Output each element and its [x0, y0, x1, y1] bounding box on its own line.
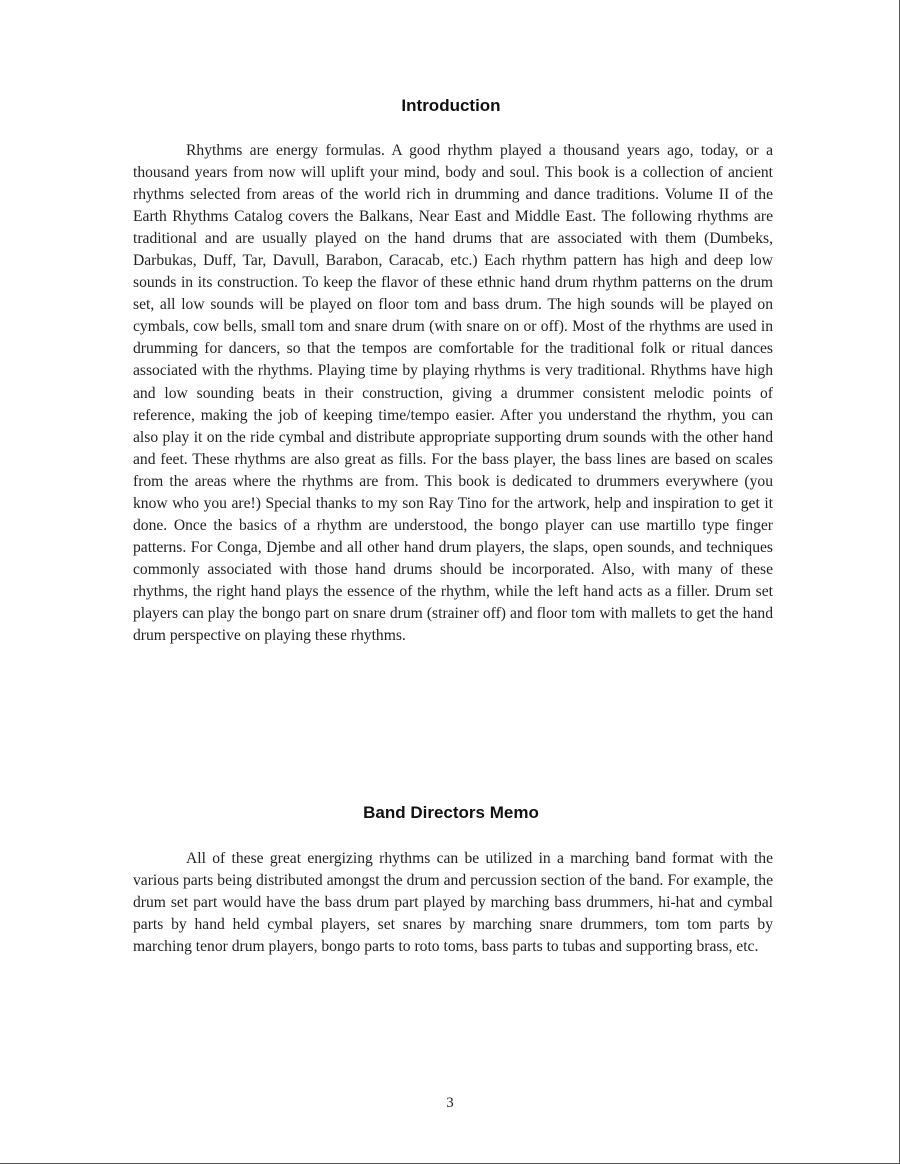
- band-directors-memo-paragraph: All of these great energizing rhythms can be utilized in a marching band format with the various parts being distributed amongst the drum and percussion section of the band. For example, the drum set part would have the bass drum part played by marching bass drummers, hi-hat and cymbal parts by hand held cymbal players, set snares by marching snare drummers, tom tom parts by marching tenor drum players, bongo parts to roto toms, bass parts to tubas and supporting brass, etc.: [133, 850, 773, 956]
- page-number: 3: [446, 1095, 454, 1111]
- introduction-paragraph: Rhythms are energy formulas. A good rhythm played a thousand years ago, today, or a thousand years from now will uplift your mind, body and soul. This book is a collection of ancient rhythms selected from areas of the world rich in drumming and dance traditions. Volume II of the Earth Rhythms Catalog covers the Balkans, Near East and Middle East. The following rhythms are traditional and are usually played on the hand drums that are associated with them (Dumbeks, Darbukas, Duff, Tar, Davull, Barabon, Caracab, etc.) Each rhythm pattern has high and deep low sounds in its construction. To keep the flavor of these ethnic hand drum rhythm patterns on the drum set, all low sounds will be played on floor tom and bass drum. The high sounds will be played on cymbals, cow bells, small tom and snare drum (with snare on or off). Most of the rhythms are used in drumming for dancers, so that the tempos are comfortable for the traditional folk or ritual dances associated with the rhythms. Playing time by playing rhythms is very traditional. Rhythms have high and low sounding beats in their construction, giving a drummer consistent melodic points of reference, making the job of keeping time/tempo easier. After you understand the rhythm, you can also play it on the ride cymbal and distribute appropriate supporting drum sounds with the other hand and feet. These rhythms are also great as fills. For the bass player, the bass lines are based on scales from the areas where the rhythms are from. This book is dedicated to drummers everywhere (you know who you are!) Special thanks to my son Ray Tino for the artwork, help and inspiration to get it done. Once the basics of a rhythm are understood, the bongo player can use martillo type finger patterns. For Conga, Djembe and all other hand drum players, the slaps, open sounds, and techniques commonly associated with those hand drums should be incorporated. Also, with many of these rhythms, the right hand plays the essence of the rhythm, while the left hand acts as a filler. Drum set players can play the bongo part on snare drum (strainer off) and floor tom with mallets to get the hand drum perspective on playing these rhythms.: [133, 142, 773, 645]
- band-directors-memo-heading: Band Directors Memo: [363, 803, 539, 822]
- introduction-heading: Introduction: [401, 96, 501, 115]
